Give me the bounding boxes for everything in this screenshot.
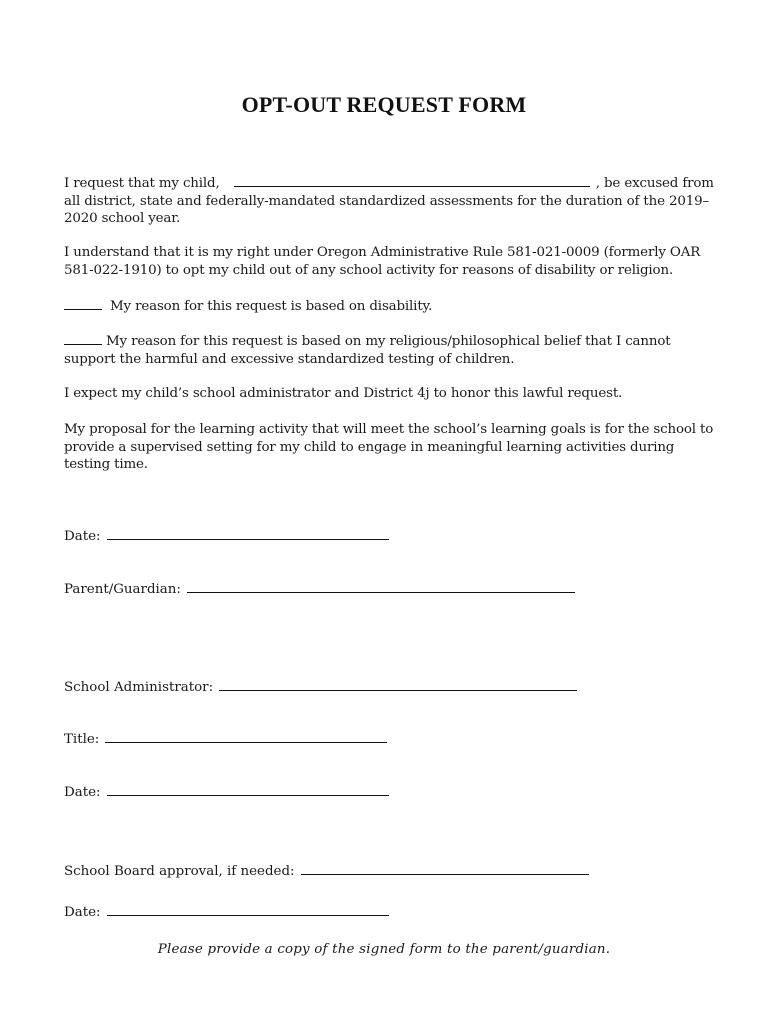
disability-check-blank[interactable]	[64, 297, 102, 310]
school-board-approval-label: School Board approval, if needed:	[64, 864, 295, 879]
school-administrator-blank[interactable]	[219, 677, 577, 691]
date-field-3	[64, 902, 389, 922]
school-administrator-label: School Administrator:	[64, 680, 214, 695]
title-blank[interactable]	[105, 729, 387, 743]
date-blank[interactable]	[107, 526, 389, 540]
title-field	[64, 729, 387, 749]
school-administrator-field	[64, 677, 577, 697]
child-request-paragraph	[64, 174, 714, 228]
child-name-blank[interactable]	[234, 174, 590, 187]
parent-guardian-label: Parent/Guardian:	[64, 582, 181, 597]
disability-reason-text: My reason for this request is based on disability.	[110, 299, 433, 314]
parent-guardian-field	[64, 579, 575, 599]
disability-reason-line	[64, 297, 714, 316]
date-label: Date:	[64, 905, 101, 920]
child-request-text-start: I request that my child,	[64, 176, 220, 191]
date-label: Date:	[64, 529, 101, 544]
date-field-2	[64, 782, 389, 802]
date-label: Date:	[64, 785, 101, 800]
form-title: OPT-OUT REQUEST FORM	[241, 92, 527, 117]
title-label: Title:	[64, 732, 100, 747]
learning-proposal-paragraph: My proposal for the learning activity that will meet the school’s learning goals is for the school to provide a supervised setting for my child to engage in meaningful learning activities during testing time.	[64, 422, 714, 473]
footer-instruction: Please provide a copy of the signed form to the parent/guardian.	[157, 942, 611, 957]
parent-guardian-blank[interactable]	[187, 579, 575, 593]
honor-request-paragraph: I expect my child’s school administrator and District 4j to honor this lawful request.	[64, 386, 623, 401]
school-board-approval-blank[interactable]	[301, 861, 589, 875]
date-blank[interactable]	[107, 902, 389, 916]
oar-rights-paragraph: I understand that it is my right under Oregon Administrative Rule 581-021-0009 (formerly OAR 581-022-1910) to opt my child out of any school activity for reasons of disability or religion.	[64, 245, 701, 278]
religious-reason-line	[64, 332, 714, 368]
religious-reason-text: My reason for this request is based on my religious/philosophical belief that I cannot support the harmful and excessive standardized testing of children.	[64, 334, 671, 367]
child-request-text-end: , be excused from all district, state and federally-mandated standardized assessments for the duration of the 2019– 2020 school year.	[64, 176, 714, 227]
school-board-approval-field	[64, 861, 589, 881]
religious-check-blank[interactable]	[64, 332, 102, 345]
date-blank[interactable]	[107, 782, 389, 796]
date-field-1	[64, 526, 389, 546]
